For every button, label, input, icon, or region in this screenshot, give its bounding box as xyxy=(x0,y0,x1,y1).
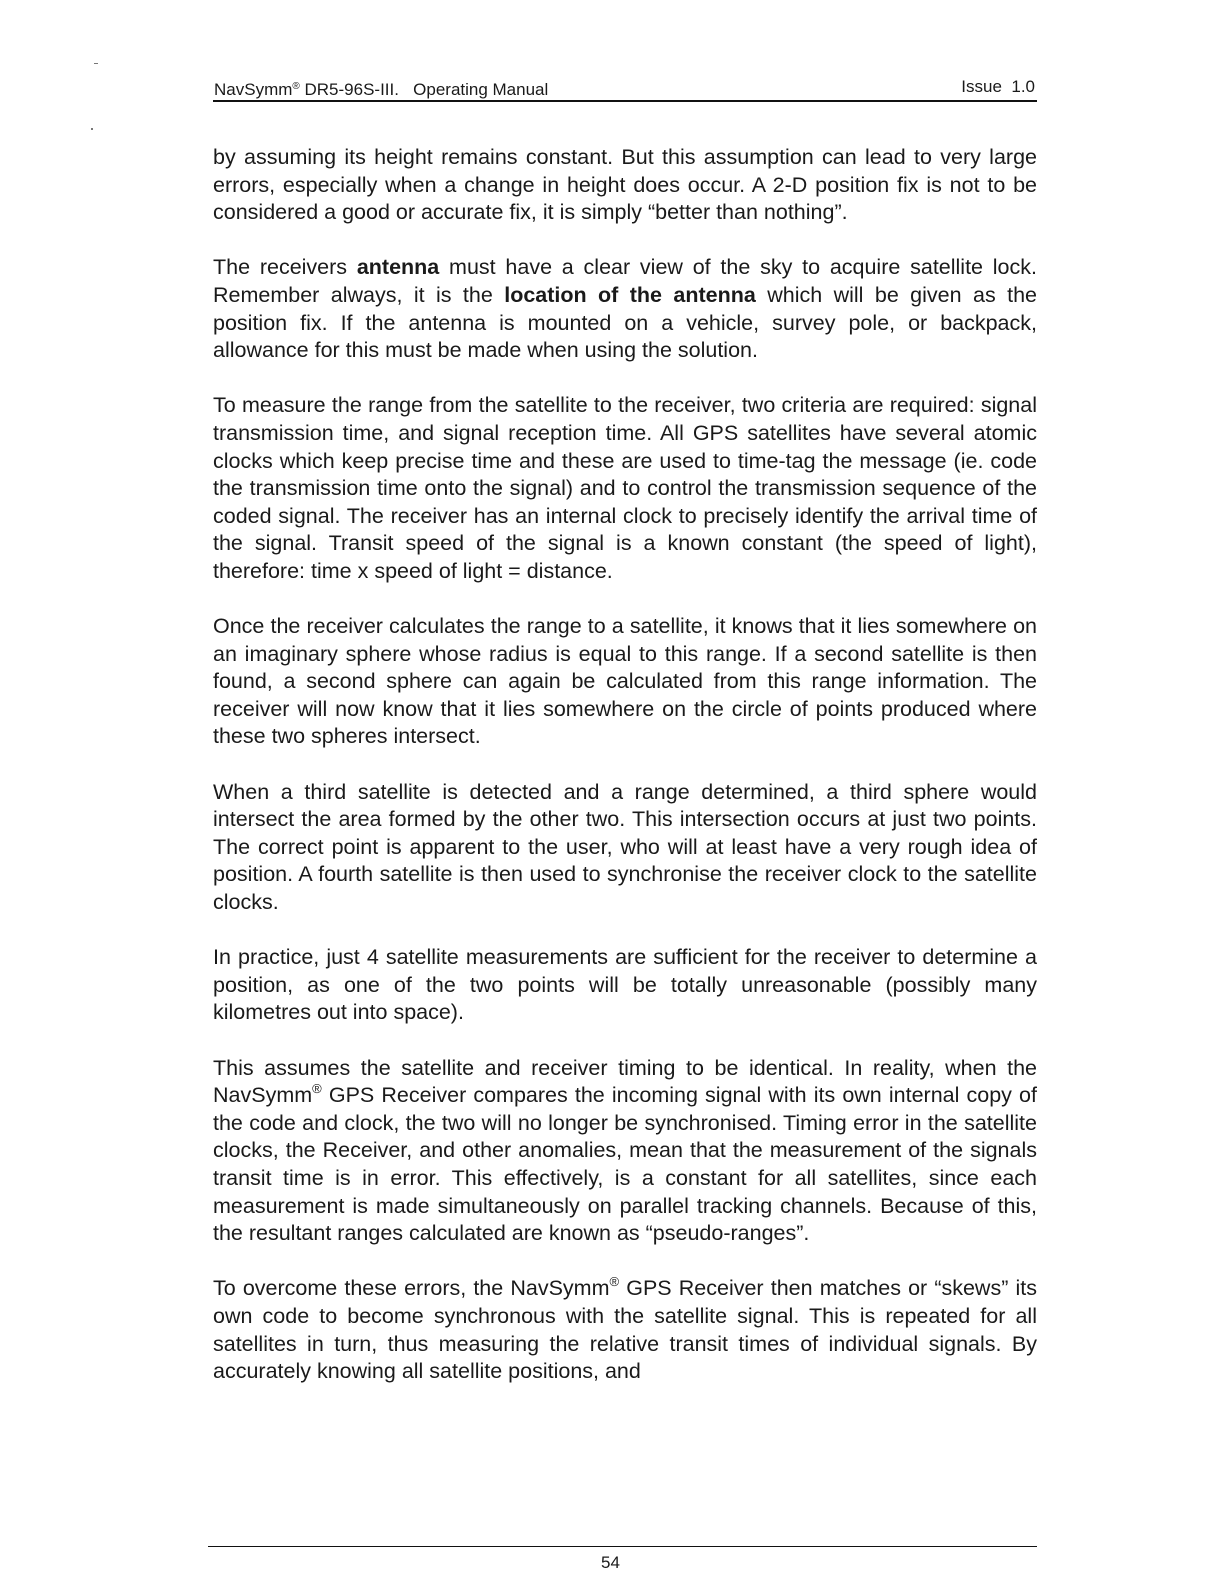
issue-label: Issue 1.0 xyxy=(961,77,1035,96)
footer-divider xyxy=(208,1546,1037,1547)
paragraph: When a third satellite is detected and a range determined, a third sphere would intersect the area formed by the other two. This intersection occurs at just two points. The correct point is apparent to the user, who will at least have a very rough idea of position. A fourth satellite is then used to synchronise the receiver clock to the satellite clocks. xyxy=(213,779,1037,915)
scan-speck xyxy=(91,128,93,130)
registered-mark: ® xyxy=(312,1081,322,1097)
page-number: 54 xyxy=(601,1553,620,1572)
paragraph: Once the receiver calculates the range to a satellite, it knows that it lies somewhere on an imaginary sphere whose radius is equal to this range. If a second satellite is then found, a second sphere can again be calculated from this range information. The receiver will now know that it lies somewhere on the circle of points produced where these two spheres intersect. xyxy=(213,614,1037,749)
scan-speck xyxy=(94,63,98,64)
document-body xyxy=(213,144,1037,1386)
bold-term-antenna: antenna xyxy=(356,255,440,280)
paragraph: In practice, just 4 satellite measurements are sufficient for the receiver to determine a position, as one of the two points will be totally unreasonable (possibly many kilometres out into space). xyxy=(213,945,1037,1025)
paragraph: The receivers antenna must have a clear view of the sky to acquire satellite lock. Remember always, it is the location of the antenna which will be given as the position fix. If the antenna is mounted on a vehicle, survey pole, or backpack, allowance for this must be made when using the solution. xyxy=(213,255,1037,363)
paragraph: To overcome these errors, the NavSymm® GPS Receiver then matches or “skews” its own code to become synchronous with the satellite signal. This is repeated for all satellites in turn, thus measuring the relative transit times of individual signals. By accurately knowing all satellite positions, and xyxy=(213,1274,1038,1384)
paragraph: To measure the range from the satellite to the receiver, two criteria are required: signal transmission time, and signal reception time. All GPS satellites have several atomic clocks which keep precise time and these are used to time-tag the message (ie. code the transmission time onto the signal) and to control the transmission sequence of the coded signal. The receiver has an internal clock to precisely identify the arrival time of the signal. Transit speed of the signal is a known constant (the speed of light), therefore: time x speed of light = distance. xyxy=(213,393,1037,583)
bold-term-location: location of the antenna xyxy=(504,282,756,307)
paragraph: This assumes the satellite and receiver timing to be identical. In reality, when the NavSymm® GPS Receiver compares the incoming signal with its own internal copy of the code and clock, the two will no longer be synchronised. Timing error in the satellite clocks, the Receiver, and other anomalies, mean that the measurement of the signals transit time is in error. This effectively, is a constant for all satellites, since each measurement is made simultaneously on parallel tracking channels. Because of this, the resultant ranges calculated are known as “pseudo-ranges”. xyxy=(213,1055,1037,1246)
registered-mark: ® xyxy=(292,81,300,92)
registered-mark: ® xyxy=(609,1274,620,1290)
page-header xyxy=(213,76,1037,102)
paragraph: by assuming its height remains constant. But this assumption can lead to very large errors, especially when a change in height does occur. A 2-D position fix is not to be considered a good or accurate fix, it is simply “better than nothing”. xyxy=(213,145,1037,225)
manual-title: NavSymm® DR5-96S-III. Operating Manual xyxy=(214,80,549,99)
